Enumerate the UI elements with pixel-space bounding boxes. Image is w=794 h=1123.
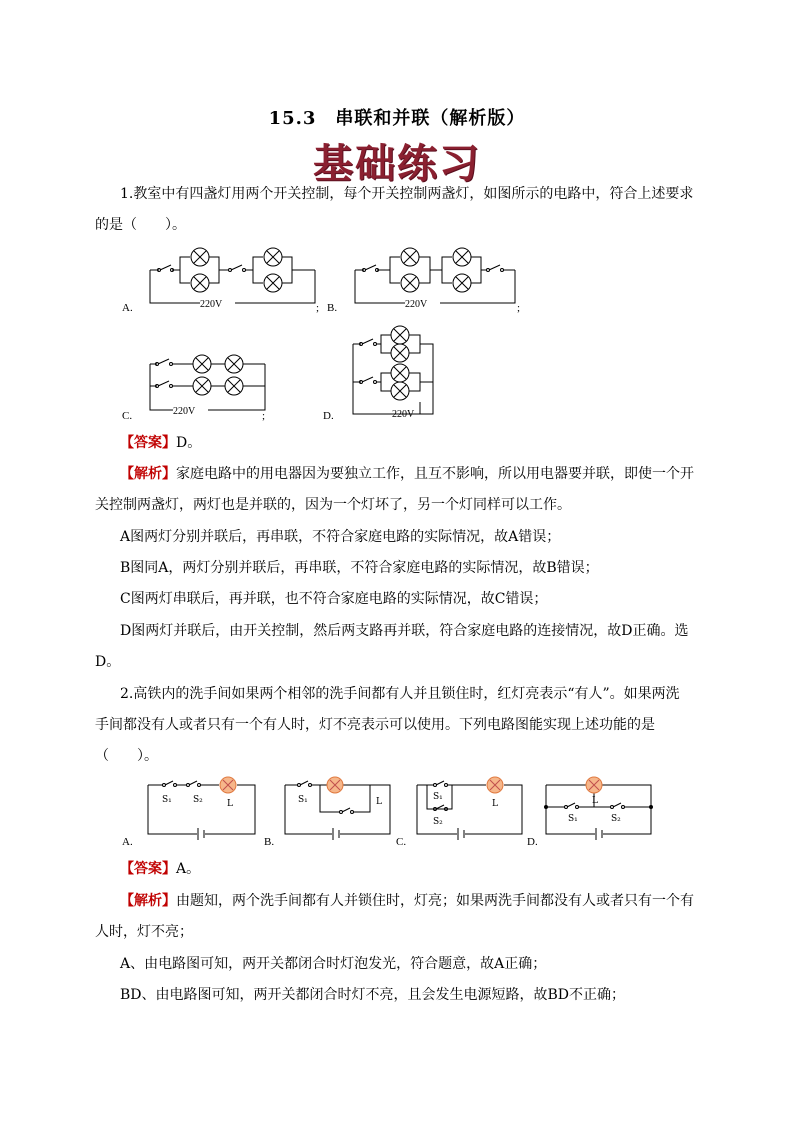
q1-analysis-c: C图两灯串联后，再并联，也不符合家庭电路的实际情况，故C错误； bbox=[120, 591, 548, 607]
section-banner: 基础练习 bbox=[313, 141, 481, 187]
answer-tag: 【答案】 bbox=[120, 861, 176, 877]
q2-analysis-line1 bbox=[120, 891, 700, 911]
q1-analysis-last: D。 bbox=[95, 654, 121, 670]
q1-stem-line2: 的是（ ）。 bbox=[95, 217, 186, 233]
s2-label: S₂ bbox=[433, 817, 443, 827]
q1-option-b: B. bbox=[327, 302, 338, 314]
q1-stem-line1: 1.教室中有四盏灯用两个开关控制，每个开关控制两盏灯，如图所示的电路中，符合上述要求 bbox=[120, 186, 694, 202]
q2-answer bbox=[120, 859, 200, 879]
q1-analysis-a: A图两灯分别并联后，再串联，不符合家庭电路的实际情况，故A错误； bbox=[120, 529, 561, 545]
voltage-label: 220V bbox=[405, 299, 428, 310]
s1-label: S₁ bbox=[433, 792, 443, 802]
q2-stem-line1: 2.高铁内的洗手间如果两个相邻的洗手间都有人并且锁住时，红灯亮表示“有人”。如果两洗 bbox=[120, 686, 680, 702]
separator: ; bbox=[262, 410, 266, 422]
q2-option-d: D. bbox=[527, 836, 538, 848]
voltage-label: 220V bbox=[200, 299, 223, 310]
q1-circuit-c bbox=[145, 342, 270, 417]
q1-circuit-a bbox=[145, 245, 320, 315]
lamp-label: L bbox=[492, 799, 498, 809]
q1-option-c: C. bbox=[122, 410, 133, 422]
q2-circuit-d bbox=[543, 772, 658, 842]
q1-analysis-line2: 关控制两盏灯，两灯也是并联的，因为一个灯坏了，另一个灯同样可以工作。 bbox=[95, 497, 571, 513]
voltage-label: 220V bbox=[173, 406, 196, 417]
q2-stem-line2: 手间都没有人或者只有一个有人时，灯不亮表示可以使用。下列电路图能实现上述功能的是 bbox=[95, 717, 655, 733]
q2-stem-line3: （ ）。 bbox=[95, 748, 158, 764]
q1-analysis-b: B图同A，两灯分别并联后，再串联，不符合家庭电路的实际情况，故B错误； bbox=[120, 560, 599, 576]
q1-circuit-d bbox=[348, 322, 438, 422]
q2-analysis-line2: 人时，灯不亮； bbox=[95, 924, 193, 940]
q1-circuit-b bbox=[350, 245, 520, 315]
q1-analysis-line1 bbox=[120, 464, 700, 484]
q1-answer bbox=[120, 433, 201, 453]
q2-circuit-b bbox=[280, 772, 395, 842]
answer-value: D。 bbox=[176, 435, 202, 451]
q2-analysis-bd: BD、由电路图可知，两开关都闭合时灯不亮，且会发生电源短路，故BD不正确； bbox=[120, 987, 626, 1003]
q1-option-d: D. bbox=[323, 410, 334, 422]
answer-tag: 【答案】 bbox=[120, 435, 176, 451]
q2-analysis-a: A、由电路图可知，两开关都闭合时灯泡发光，符合题意，故A正确； bbox=[120, 956, 547, 972]
analysis-tag: 【解析】 bbox=[120, 466, 176, 482]
lamp-label: L bbox=[376, 797, 382, 807]
separator: ; bbox=[316, 302, 320, 314]
q2-circuit-c bbox=[412, 772, 527, 842]
s2-label: S₂ bbox=[193, 795, 203, 805]
q1-analysis-d: D图两灯并联后，由开关控制，然后两支路再并联，符合家庭电路的连接情况，故D正确。选 bbox=[120, 623, 689, 639]
analysis-tag: 【解析】 bbox=[120, 893, 176, 909]
lamp-label: L bbox=[227, 799, 233, 809]
lamp-label: L bbox=[592, 796, 598, 806]
s2-label: S₂ bbox=[611, 814, 621, 824]
q2-option-b: B. bbox=[264, 836, 275, 848]
s1-label: S₁ bbox=[568, 814, 578, 824]
s1-label: S₁ bbox=[298, 795, 308, 805]
q2-option-a: A. bbox=[122, 836, 133, 848]
q1-option-a: A. bbox=[122, 302, 133, 314]
s1-label: S₁ bbox=[162, 795, 172, 805]
page-title: 15.3 串联和并联（解析版） bbox=[268, 108, 526, 129]
q2-option-c: C. bbox=[396, 836, 407, 848]
analysis-text: 由题知，两个洗手间都有人并锁住时，灯亮；如果两洗手间都没有人或者只有一个有 bbox=[176, 893, 694, 909]
voltage-label: 220V bbox=[392, 409, 415, 420]
q2-circuit-a bbox=[145, 772, 260, 842]
analysis-text: 家庭电路中的用电器因为要独立工作，且互不影响，所以用电器要并联，即使一个开 bbox=[176, 466, 694, 482]
separator: ; bbox=[517, 302, 521, 314]
answer-value: A。 bbox=[176, 861, 201, 877]
